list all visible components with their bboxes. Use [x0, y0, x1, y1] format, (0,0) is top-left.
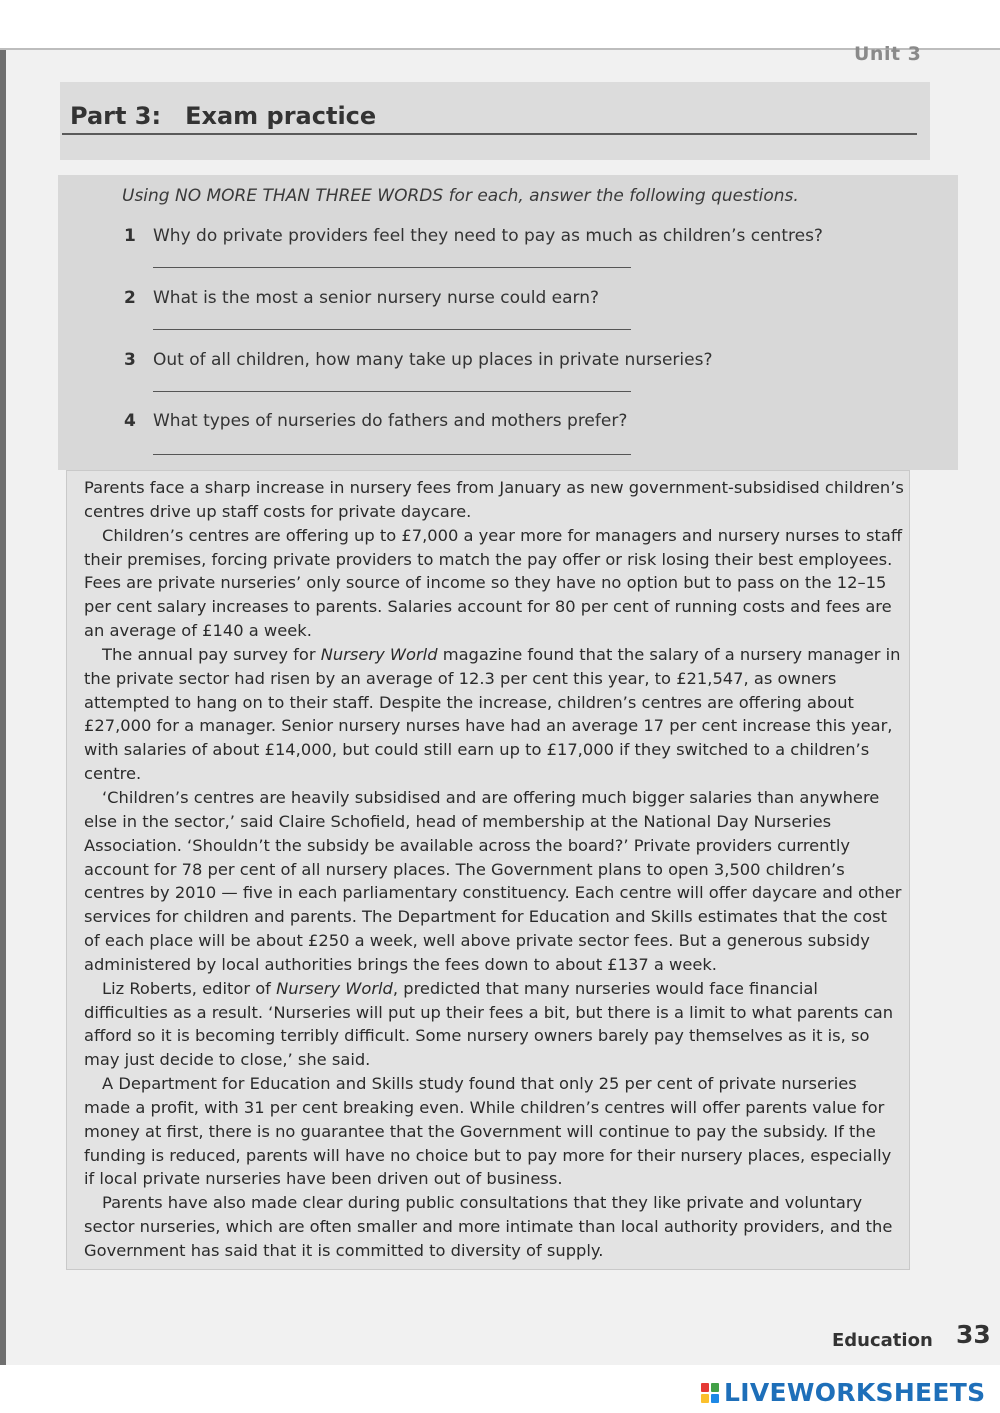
question-text: Out of all children, how many take up places in private nurseries? — [153, 350, 713, 370]
question-number: 3 — [124, 350, 136, 370]
question-number: 4 — [124, 411, 136, 431]
passage-paragraph: A Department for Education and Skills study found that only 25 per cent of private nurseries made a profit, with 31 per cent breaking even. While children’s centres will offer parents value for money at first, there is no guarantee that the Government will continue to pay the subsidy. If the funding is reduced, parents will have no choice but to pay more for their nursery places, especially if local private nurseries have been driven out of business. — [84, 1074, 892, 1189]
question-number: 2 — [124, 288, 136, 308]
question-text: What types of nurseries do fathers and mothers prefer? — [153, 411, 628, 431]
page-top-edge — [0, 48, 1000, 50]
liveworksheets-brand — [700, 1378, 985, 1407]
page-number: 33 — [956, 1320, 991, 1349]
passage-paragraph: ‘Children’s centres are heavily subsidised and are offering much bigger salaries than anywhere else in the sector,’ said Claire Schofield, head of membership at the National Day Nurseries Association. ‘Shouldn’t the subsidy be available across the board?’ Private providers currently account for 78 per cent of all nursery places. The Government plans to open 3,500 children’s centres by 2010 — five in each parliamentary constituency. Each centre will offer daycare and other services for children and parents. The Department for Education and Skills estimates that the cost of each place will be about £250 a week, well above private sector fees. But a generous subsidy administered by local authorities brings the fees down to about £137 a week. — [84, 787, 902, 974]
header-rule — [62, 133, 917, 135]
logo-square — [701, 1394, 709, 1403]
passage-paragraph: Parents face a sharp increase in nursery fees from January as new government-subsidised children’s centres drive up staff costs for private daycare. — [84, 478, 904, 521]
unit-label: Unit 3 — [854, 43, 922, 65]
logo-square — [711, 1383, 719, 1392]
answer-field-1[interactable] — [153, 266, 631, 268]
paragraph-text: magazine found that the salary of a nursery manager in the private sector had risen by an average of 12.3 per cent this year, to £21,547, as owners attempted to hang on to their staff. Despite the increase, children’s centres are offering about £27,000 for a manager. Senior nursery nurses have had an average 17 per cent increase this year, with salaries of about £14,000, but could still earn up to £17,000 if they switched to a children’s centre. — [84, 644, 901, 784]
passage-paragraph — [84, 977, 904, 1072]
magazine-title: Nursery World — [320, 644, 438, 664]
question-text: Why do private providers feel they need to pay as much as children’s centres? — [153, 226, 823, 246]
magazine-title: Nursery World — [276, 978, 393, 998]
paragraph-text: Liz Roberts, editor of — [102, 978, 277, 998]
passage-paragraph: Parents have also made clear during public consultations that they like private and voluntary sector nurseries, which are often smaller and more intimate than local authority providers, and the Government has said that it is committed to diversity of supply. — [84, 1193, 893, 1260]
part-label: Part 3: — [70, 102, 162, 130]
logo-square — [701, 1383, 709, 1392]
passage-paragraph: Children’s centres are offering up to £7,000 a year more for managers and nursery nurses to staff their premises, forcing private providers to match the pay offer or risk losing their best employees. Fees are private nurseries’ only source of income so they have no option but to pass on the 12–15 per cent salary increases to parents. Salaries account for 80 per cent of running costs and fees are an average of £140 a week. — [84, 525, 903, 641]
part-title: Exam practice — [185, 102, 377, 130]
part-heading — [70, 102, 376, 130]
answer-field-4[interactable] — [153, 453, 631, 455]
paragraph-text: , predicted that many nurseries would face financial difficulties as a result. ‘Nurseries will put up their fees a bit, but there is a limit to what parents can afford so it is becoming terribly difficult. Some nursery owners barely pay themselves as it is, so may just decide to close,’ she said. — [84, 978, 894, 1070]
liveworksheets-logo-icon — [700, 1382, 720, 1404]
question-number: 1 — [124, 226, 136, 246]
logo-square — [711, 1394, 719, 1403]
answer-field-3[interactable] — [153, 390, 631, 392]
brand-text: LIVEWORKSHEETS — [724, 1378, 986, 1407]
passage-paragraph — [84, 643, 904, 786]
question-text: What is the most a senior nursery nurse could earn? — [153, 288, 600, 308]
instruction-text: Using NO MORE THAN THREE WORDS for each, answer the following questions. — [122, 186, 799, 206]
footer-section-title: Education — [832, 1330, 933, 1351]
reading-passage — [84, 476, 904, 1263]
paragraph-text: The annual pay survey for — [102, 644, 321, 664]
answer-field-2[interactable] — [153, 328, 631, 330]
